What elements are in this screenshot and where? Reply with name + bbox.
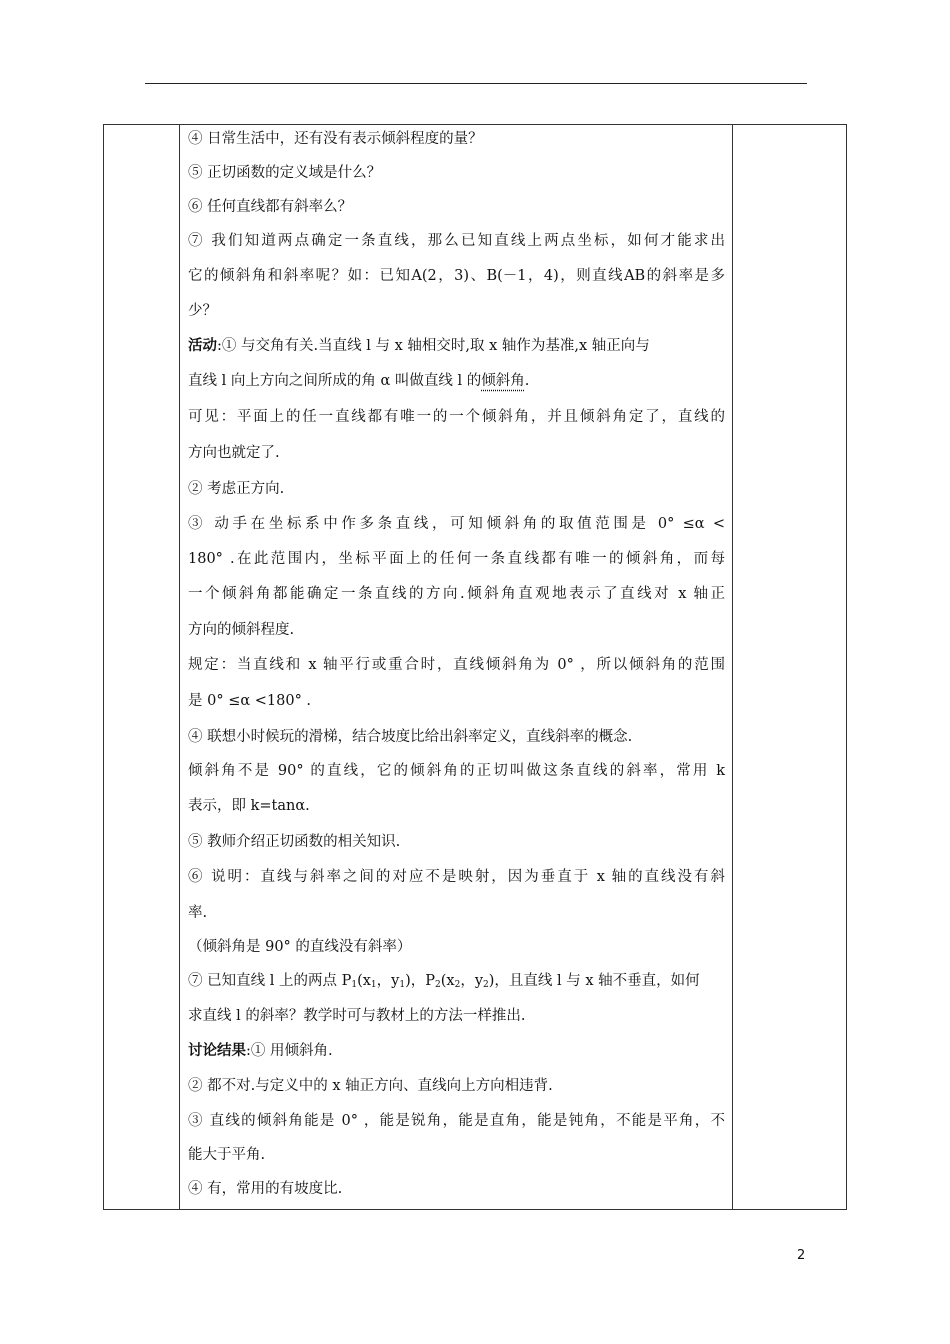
subscript: 2: [435, 980, 441, 990]
text-line: ③ 动手在坐标系中作多条直线，可知倾斜角的取值范围是 0° ≤α <: [188, 516, 725, 532]
text-span: )，且直线 l 与 x 轴不垂直，如何: [488, 973, 700, 989]
emphasis-term: 倾斜角: [481, 373, 525, 389]
text-line: ③ 直线的倾斜角能是 0° ，能是锐角，能是直角，能是钝角，不能是平角，不: [188, 1113, 725, 1129]
text-line: ④ 日常生活中，还有没有表示倾斜程度的量？: [188, 131, 483, 147]
page-number: 2: [797, 1248, 806, 1263]
text-line: 是 0° ≤α <180° .: [188, 693, 312, 709]
discussion-text: :① 用倾斜角.: [246, 1043, 333, 1059]
text-line: 180° .在此范围内，坐标平面上的任何一条直线都有唯一的倾斜角，而每: [188, 551, 725, 567]
subscript: 1: [351, 980, 358, 990]
text-span: ，y: [460, 973, 484, 989]
subscript: 2: [483, 980, 489, 990]
text-line: ⑦ 我们知道两点确定一条直线，那么已知直线上两点坐标，如何才能求出: [188, 233, 725, 249]
text-span: (x: [357, 973, 371, 989]
text-span: )，P: [405, 973, 436, 989]
column-divider-right: [732, 125, 733, 1209]
text-line: 可见：平面上的任一直线都有唯一的一个倾斜角，并且倾斜角定了，直线的: [188, 409, 725, 425]
subscript: 2: [454, 980, 461, 990]
text-span: (x: [440, 973, 455, 989]
lesson-table: [103, 124, 847, 1210]
text-line: 能大于平角.: [188, 1147, 266, 1163]
text-line: 方向的倾斜程度.: [188, 622, 295, 638]
text-line: ⑤ 正切函数的定义域是什么？: [188, 165, 382, 181]
text-line: 倾斜角不是 90° 的直线，它的倾斜角的正切叫做这条直线的斜率，常用 k: [188, 763, 725, 779]
text-span: 直线 l 向上方向之间所成的角 α 叫做直线 l 的: [188, 373, 482, 389]
text-line: [188, 371, 529, 391]
text-line: ② 考虑正方向.: [188, 481, 285, 497]
text-line: 它的倾斜角和斜率呢？如：已知A(2，3)、B(－1，4)，则直线AB的斜率是多: [188, 268, 725, 284]
column-divider-left: [179, 125, 180, 1209]
discussion-label: 讨论结果: [188, 1043, 246, 1059]
text-line: 少？: [188, 303, 217, 319]
text-line: ⑤ 教师介绍正切函数的相关知识.: [188, 834, 401, 850]
text-line: 表示，即 k=tanα.: [188, 798, 310, 814]
text-span: .: [524, 373, 530, 389]
subscript: 1: [370, 980, 377, 990]
text-line: ④ 有，常用的有坡度比.: [188, 1181, 343, 1197]
activity-line: [188, 336, 650, 356]
header-rule: [145, 83, 807, 84]
text-line: 率.: [188, 905, 208, 921]
text-span: ⑦ 已知直线 l 上的两点 P: [188, 973, 352, 989]
text-line: ② 都不对.与定义中的 x 轴正方向、直线向上方向相违背.: [188, 1078, 553, 1094]
text-line: 求直线 l 的斜率？教学时可与教材上的方法一样推出.: [188, 1008, 526, 1024]
activity-label: 活动: [188, 338, 217, 354]
activity-text: :① 与交角有关.当直线 l 与 x 轴相交时,取 x 轴作为基准,x 轴正向与: [217, 338, 650, 354]
text-line: （倾斜角是 90° 的直线没有斜率）: [188, 939, 412, 955]
text-line: [188, 971, 700, 991]
subscript: 1: [399, 980, 406, 990]
text-line: ⑥ 说明：直线与斜率之间的对应不是映射，因为垂直于 x 轴的直线没有斜: [188, 869, 725, 885]
text-line: ⑥ 任何直线都有斜率么？: [188, 199, 353, 215]
text-line: 方向也就定了.: [188, 445, 280, 461]
text-line: 规定：当直线和 x 轴平行或重合时，直线倾斜角为 0° ，所以倾斜角的范围: [188, 657, 725, 673]
text-line: 一个倾斜角都能确定一条直线的方向.倾斜角直观地表示了直线对 x 轴正: [188, 586, 725, 602]
discussion-line: [188, 1041, 333, 1061]
text-span: ，y: [376, 973, 400, 989]
text-line: ④ 联想小时候玩的滑梯，结合坡度比给出斜率定义，直线斜率的概念.: [188, 729, 633, 745]
